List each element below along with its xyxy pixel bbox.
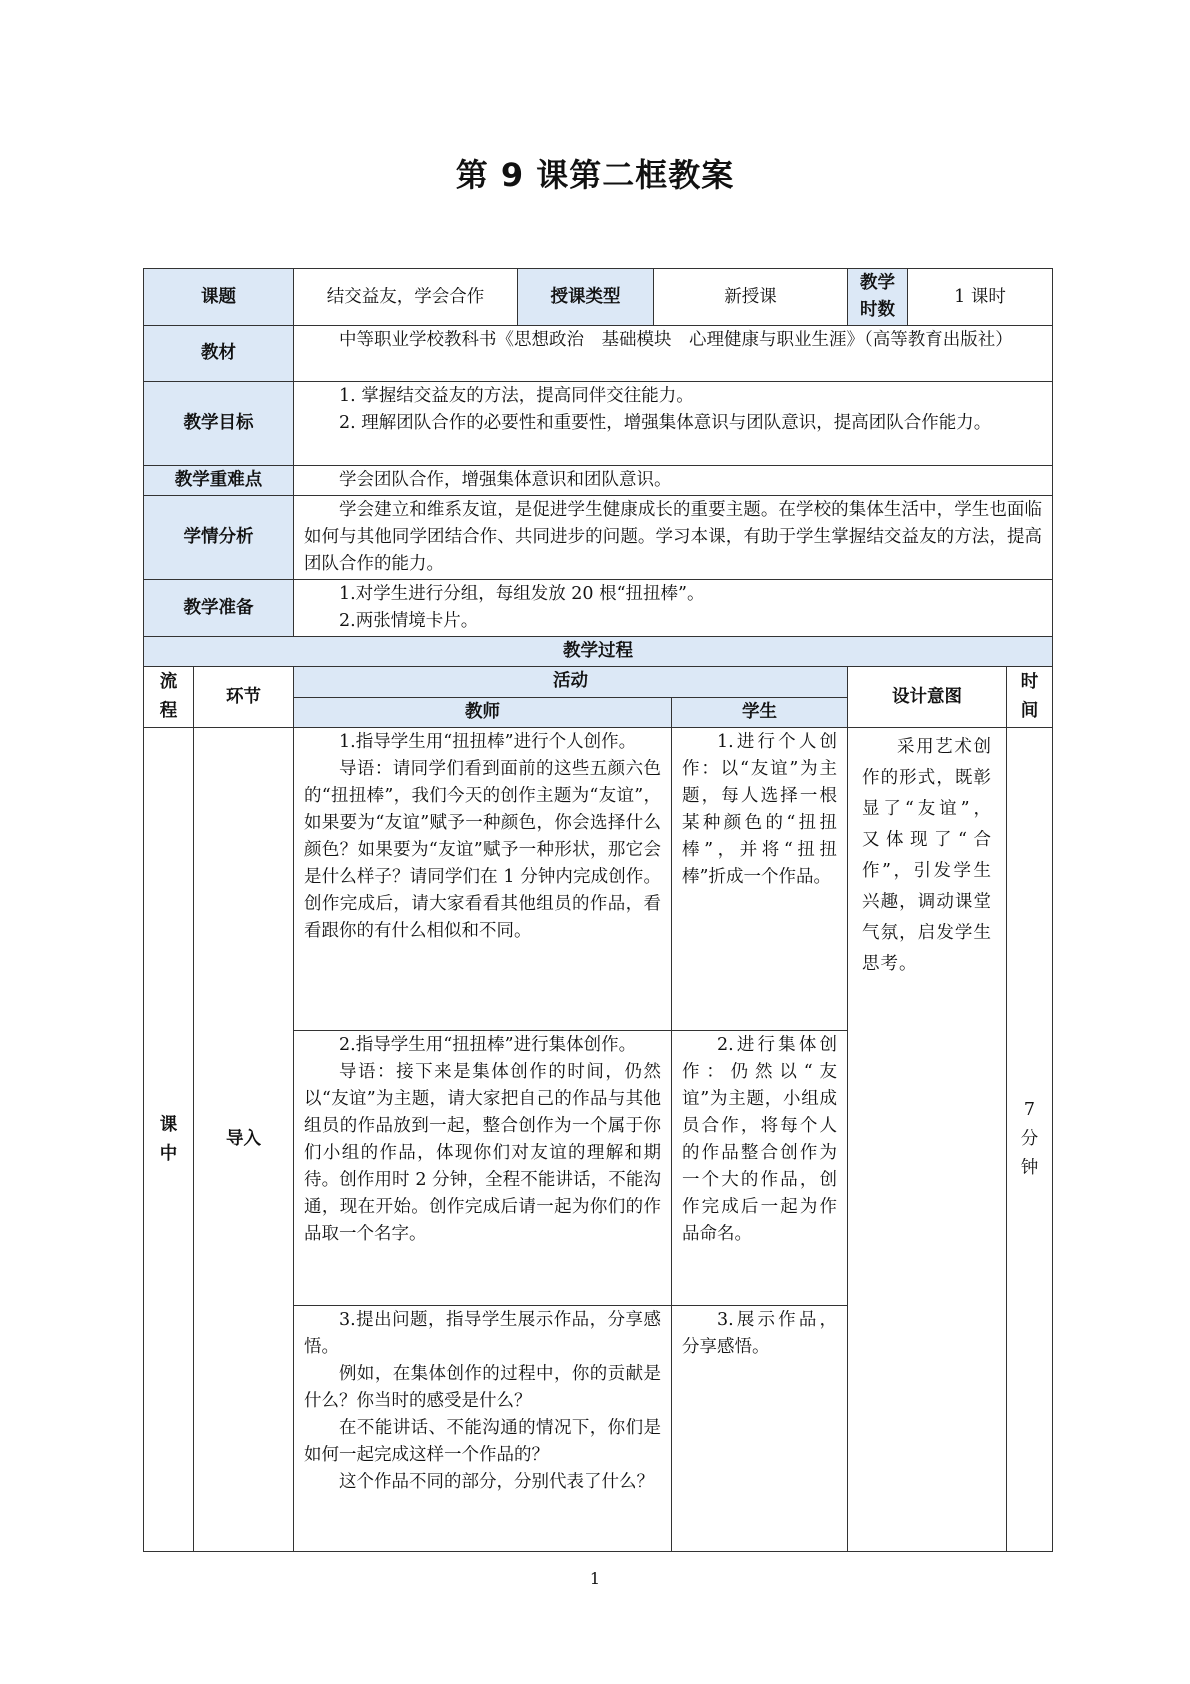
stage-cell: 导入 (194, 728, 294, 1552)
analysis-cell (294, 496, 1053, 580)
student-cell-2 (672, 1031, 848, 1306)
teacher-2-step: 2.指导学生用“扭扭棒”进行集体创作。 (339, 1035, 637, 1055)
teacher-header: 教师 (294, 697, 672, 728)
student-cell-3 (672, 1306, 848, 1552)
analysis-text: 学会建立和维系友谊，是促进学生健康成长的重要主题。在学校的集体生活中，学生也面临如何与其他同学团结合作、共同进步的问题。学习本课，有助于学生掌握结交益友的方法，提高团队合作的能力。 (304, 500, 1043, 574)
process-header-row-1 (144, 667, 1053, 698)
course-row (144, 269, 1053, 326)
intent-text: 采用艺术创作的形式，既彰显了“友谊”，又体现了“合作”，引发学生兴趣，调动课堂气氛，启发学生思考。 (862, 737, 992, 974)
preparation-item-1: 1.对学生进行分组，每组发放 20 根“扭扭棒”。 (339, 584, 705, 604)
student-header: 学生 (672, 697, 848, 728)
keypoints-text: 学会团队合作，增强集体意识和团队意识。 (339, 470, 672, 490)
intent-header: 设计意图 (848, 667, 1007, 728)
intent-cell (848, 728, 1007, 1552)
process-section-title: 教学过程 (144, 637, 1053, 667)
teacher-1-step: 1.指导学生用“扭扭棒”进行个人创作。 (339, 732, 637, 752)
hours-label: 教学时数 (848, 269, 908, 326)
activity-header: 活动 (294, 667, 848, 698)
student-cell-1 (672, 728, 848, 1031)
page-number: 1 (589, 1569, 601, 1588)
analysis-row (144, 496, 1053, 580)
type-value: 新授课 (654, 269, 848, 326)
teacher-3-question: 在不能讲话、不能沟通的情况下，你们是如何一起完成这样一个作品的？ (304, 1418, 661, 1465)
flow-header: 流程 (144, 667, 194, 728)
preparation-label: 教学准备 (144, 580, 294, 637)
objectives-label: 教学目标 (144, 382, 294, 466)
textbook-label: 教材 (144, 326, 294, 382)
keypoints-label: 教学重难点 (144, 466, 294, 496)
lesson-plan-table (143, 268, 1053, 1552)
objectives-row (144, 382, 1053, 466)
teacher-3-question-2: 这个作品不同的部分，分别代表了什么？ (339, 1472, 654, 1492)
page-title: 第 9 课第二框教案 (455, 156, 735, 194)
objective-item-2: 2. 理解团队合作的必要性和重要性，增强集体意识与团队意识，提高团队合作能力。 (339, 413, 992, 433)
keypoints-cell (294, 466, 1053, 496)
teacher-cell-2 (294, 1031, 672, 1306)
course-value: 结交益友，学会合作 (294, 269, 518, 326)
keypoints-row (144, 466, 1053, 496)
teacher-1-guide: 导语：请同学们看到面前的这些五颜六色的“扭扭棒”，我们今天的创作主题为“友谊”，如果要为“友谊”赋予一种颜色，你会选择什么颜色？如果要为“友谊”赋予一种形状，那它会是什么样子？请同学们在 1 分钟内完成创作。创作完成后，请大家看看其他组员的作品，看看跟你的有什么相似和不同。 (304, 759, 661, 941)
hours-value: 1 课时 (908, 269, 1053, 326)
course-label: 课题 (144, 269, 294, 326)
process-title-row (144, 637, 1053, 667)
textbook-text: 中等职业学校教科书《思想政治 基础模块 心理健康与职业生涯》（高等教育出版社） (339, 330, 1013, 350)
student-3-text: 3.展示作品，分享感悟。 (682, 1310, 837, 1357)
teacher-cell-1 (294, 728, 672, 1031)
teacher-3-step: 3.提出问题，指导学生展示作品，分享感悟。 (304, 1310, 661, 1357)
objectives-cell (294, 382, 1053, 466)
type-label: 授课类型 (518, 269, 654, 326)
student-2-text: 2.进行集体创作：仍然以“友谊”为主题，小组成员合作，将每个人的作品整合创作为一个大的作品，创作完成后一起为作品命名。 (682, 1035, 837, 1244)
time-cell: 7分钟 (1007, 728, 1053, 1552)
time-header: 时间 (1007, 667, 1053, 728)
teacher-2-guide: 导语：接下来是集体创作的时间，仍然以“友谊”为主题，请大家把自己的作品与其他组员的作品放到一起，整合创作为一个属于你们小组的作品，体现你们对友谊的理解和期待。创作用时 2 分钟，全程不能讲话，不能沟通，现在开始。创作完成后请一起为你们的作品取一个名字。 (304, 1062, 661, 1244)
preparation-item-2: 2.两张情境卡片。 (339, 611, 479, 631)
textbook-row (144, 326, 1053, 382)
student-1-text: 1.进行个人创作：以“友谊”为主题，每人选择一根某种颜色的“扭扭棒”，并将“扭扭棒”折成一个作品。 (682, 732, 837, 887)
stage-header: 环节 (194, 667, 294, 728)
teacher-3-example: 例如，在集体创作的过程中，你的贡献是什么？你当时的感受是什么？ (304, 1364, 661, 1411)
flow-cell: 课中 (144, 728, 194, 1552)
textbook-cell (294, 326, 1053, 382)
objective-item-1: 1. 掌握结交益友的方法，提高同伴交往能力。 (339, 386, 694, 406)
process-row-1 (144, 728, 1053, 1031)
analysis-label: 学情分析 (144, 496, 294, 580)
preparation-row (144, 580, 1053, 637)
teacher-cell-3 (294, 1306, 672, 1552)
preparation-cell (294, 580, 1053, 637)
